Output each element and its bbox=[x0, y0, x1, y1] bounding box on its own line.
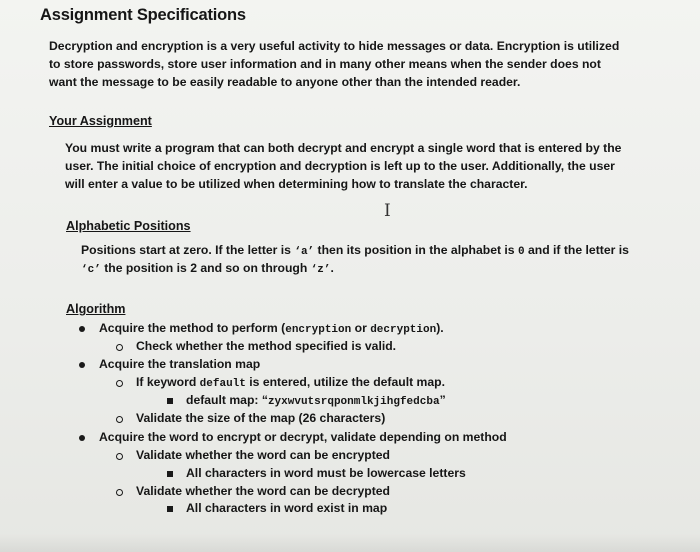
square-bullet-icon bbox=[167, 506, 173, 512]
algorithm-item-3-sub-2: Validate whether the word can be decrypted bbox=[136, 484, 390, 498]
assignment-line-2: user. The initial choice of encryption and decryption is left up to the user. Additionally, the user bbox=[65, 159, 615, 173]
algorithm-item-1-sub-1: Check whether the method specified is valid. bbox=[136, 339, 397, 353]
square-bullet-icon bbox=[167, 471, 173, 477]
algorithm-item-2: Acquire the translation map bbox=[99, 357, 261, 371]
circle-bullet-icon bbox=[116, 489, 123, 496]
circle-bullet-icon bbox=[116, 453, 123, 460]
text-cursor-icon: I bbox=[384, 201, 391, 221]
algorithm-item-3: Acquire the word to encrypt or decrypt, validate depending on method bbox=[99, 430, 507, 444]
algorithm-item-2-sub-1: If keyword default is entered, utilize the default map. bbox=[136, 375, 445, 390]
algorithm-item-1: Acquire the method to perform (encryption or decryption). bbox=[99, 321, 444, 336]
page-title: Assignment Specifications bbox=[40, 6, 246, 24]
your-assignment-heading: Your Assignment bbox=[49, 114, 152, 128]
algorithm-item-3-sub-2-sub-1: All characters in word exist in map bbox=[186, 501, 388, 515]
positions-line-2: ‘c’ the position is 2 and so on through ‘z’. bbox=[81, 261, 334, 276]
intro-line-3: want the message to be easily readable to anyone other than the intended reader. bbox=[49, 75, 521, 89]
intro-line-1: Decryption and encryption is a very useful activity to hide messages or data. Encryption is utilized bbox=[49, 39, 620, 53]
circle-bullet-icon bbox=[116, 380, 123, 387]
circle-bullet-icon bbox=[116, 416, 123, 423]
alphabetic-positions-heading: Alphabetic Positions bbox=[66, 219, 191, 233]
algorithm-item-2-sub-2: Validate the size of the map (26 characters) bbox=[136, 411, 386, 425]
circle-bullet-icon bbox=[116, 344, 123, 351]
square-bullet-icon bbox=[167, 398, 173, 404]
algorithm-heading: Algorithm bbox=[66, 302, 126, 316]
algorithm-item-3-sub-1: Validate whether the word can be encrypted bbox=[136, 448, 390, 462]
assignment-line-3: will enter a value to be utilized when determining how to translate the character. bbox=[65, 177, 528, 191]
bullet-icon bbox=[79, 362, 85, 368]
algorithm-item-3-sub-1-sub-1: All characters in word must be lowercase letters bbox=[186, 466, 466, 480]
bullet-icon bbox=[79, 435, 85, 441]
algorithm-item-2-sub-1-sub-1: default map: “zyxwvutsrqponmlkjihgfedcba” bbox=[186, 393, 446, 408]
assignment-line-1: You must write a program that can both decrypt and encrypt a single word that is entered by the bbox=[65, 141, 622, 155]
intro-line-2: to store passwords, store user information and in many other means when the sender does not bbox=[49, 57, 601, 71]
positions-line-1: Positions start at zero. If the letter is ‘a’ then its position in the alphabet is 0 and if the letter is bbox=[81, 243, 629, 258]
bullet-icon bbox=[79, 326, 85, 332]
page-edge-shadow bbox=[0, 534, 700, 552]
